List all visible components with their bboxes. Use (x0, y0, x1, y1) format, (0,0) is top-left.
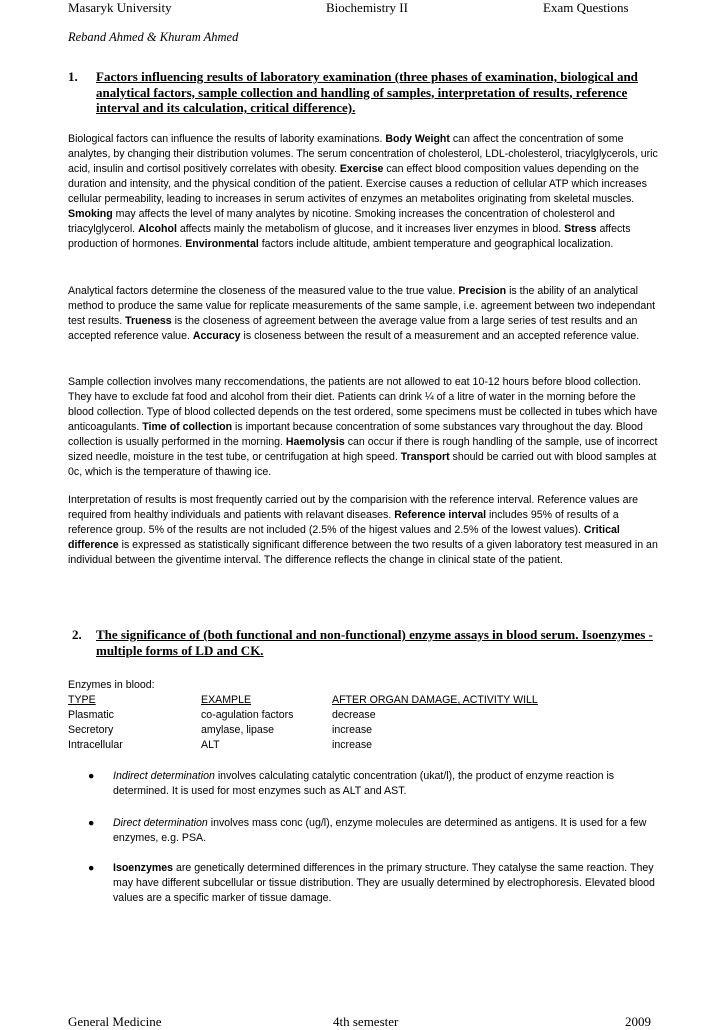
bullet-isoenzymes (88, 861, 662, 906)
question-2-title: The significance of (both functional and non-functional) enzyme assays in blood serum. Isoenzymes - multiple forms of LD and CK. (96, 627, 653, 658)
table-header-activity: AFTER ORGAN DAMAGE, ACTIVITY WILL (332, 694, 538, 706)
bold-term: Alcohol (138, 223, 177, 235)
bold-term: Time of collection (142, 421, 233, 433)
footer-semester: 4th semester (333, 1014, 399, 1029)
bold-term: Smoking (68, 208, 113, 220)
question-2-heading (68, 627, 662, 658)
bold-term: Exercise (339, 163, 384, 175)
bullet-text: Isoenzymes are genetically determined differences in the primary structure. They catalyse the same reaction. They may have different subcellular or tissue distribution. They are usually determined by electrophoresis. Elevated blood values are a specific marker of tissue damage. (113, 862, 655, 904)
paragraph-interpretation: Interpretation of results is most frequently carried out by the comparision with the reference interval. Reference values are required from healthy individuals and patients with relavant diseases. Reference interval includes 95% of results of a reference group. 5% of the results are not included (2.5% of the higest values and 2.5% of the lowest values). Critical difference is expressed as statistically significant difference between the two results of a given laboratory test measured in an individual between the giventime interval. The difference reflects the change in clinical state of the patient. (68, 494, 658, 566)
bold-term: Isoenzymes (113, 862, 174, 874)
header-course: Biochemistry II (326, 0, 408, 15)
question-1-number: 1. (68, 69, 78, 84)
table-cell: decrease (332, 709, 376, 721)
table-row (68, 708, 662, 723)
table-cell: Secretory (68, 724, 114, 736)
table-cell: Intracellular (68, 739, 123, 751)
authors: Reband Ahmed & Khuram Ahmed (68, 30, 239, 44)
bold-term: Environmental (185, 238, 259, 250)
italic-term: Indirect determination (113, 770, 215, 782)
table-cell: Plasmatic (68, 709, 114, 721)
italic-term: Direct determination (113, 817, 208, 829)
table-header-row (68, 693, 662, 708)
bullet-text: Indirect determination involves calculating catalytic concentration (ukat/l), the product of enzyme reaction is determined. It is used for most enzymes such as ALT and AST. (113, 770, 615, 797)
enzymes-table (68, 678, 662, 753)
table-cell: increase (332, 739, 373, 751)
table-header-type: TYPE (68, 694, 96, 706)
footer-year: 2009 (625, 1014, 651, 1029)
header-university: Masaryk University (68, 0, 172, 15)
question-1-title: Factors influencing results of laboratory examination (three phases of examination, biological and analytical factors, sample collection and handling of samples, interpretation of results, reference interval and its calculation, critical difference). (96, 69, 638, 115)
table-cell: ALT (201, 739, 220, 751)
paragraph-analytical-factors: Analytical factors determine the closeness of the measured value to the true value. Precision is the ability of an analytical method to produce the same value for replicate measurements of the same sample, i.e. agreement between two independant test results. Trueness is the closeness of agreement between the average value from a large series of test results and an accepted reference value. Accuracy is closeness between the result of a measurement and an accepted reference value. (68, 285, 656, 342)
table-intro: Enzymes in blood: (68, 679, 155, 691)
bullet-direct-determination (88, 816, 662, 846)
paragraph-sample-collection: Sample collection involves many reccomendations, the patients are not allowed to eat 10-12 hours before blood collection. They have to exclude fat food and alcohol from their diet. Patients can drink ¼ of a litre of water in the morning before the blood collection. Type of blood collected depends on the test ordered, some specimens must be collected in tubes which have anticoagulants. Time of collection is important because concentration of some substances vary throughout the day. Blood collection is usually performed in the morning. Haemolysis can occur if there is rough handling of the sample, use of incorrect sized needle, moisture in the test tube, or centrifugation at high speed. Transport should be carried out with blood samples at 0c, which is the temperature of thawing ice. (68, 376, 658, 478)
bold-term: Precision (458, 285, 507, 297)
table-cell: increase (332, 724, 373, 736)
bullet-indirect-determination (88, 769, 662, 799)
bold-term: Critical difference (68, 524, 620, 551)
table-row (68, 738, 662, 753)
header-doc-type: Exam Questions (543, 0, 629, 15)
table-header-example: EXAMPLE (201, 694, 252, 706)
bullet-dot-icon: ● (88, 862, 95, 874)
bold-term: Reference interval (394, 509, 487, 521)
table-row (68, 723, 662, 738)
bullet-dot-icon: ● (88, 770, 95, 782)
table-cell: co-agulation factors (201, 709, 294, 721)
footer-program: General Medicine (68, 1014, 162, 1029)
bold-term: Transport (400, 451, 450, 463)
paragraph-biological-factors: Biological factors can influence the results of labority examinations. Body Weight can affect the concentration of some analytes, by changing their distribution volumes. The serum concentration of cholesterol, LDL-cholesterol, triacylglycerols, uric acid, insulin and cortisol positively correlates with obesity. Exercise can effect blood composition values depending on the duration and intensity, and the physical condition of the patient. Exercise causes a reduction of cellular ATP which increases cellular permeability, leading to increases in serum activites of enzymes an metabolites originating from skeletal muscles. Smoking may affects the level of many analytes by nicotine. Smoking increases the concentration of cholesterol and triacylglycerol. Alcohol affects mainly the metabolism of glucose, and it increases liver enzymes in blood. Stress affects production of hormones. Environmental factors include altitude, ambient temperature and geographical localization. (68, 133, 658, 250)
bold-term: Accuracy (192, 330, 241, 342)
question-2-number: 2. (72, 627, 82, 642)
bold-term: Haemolysis (285, 436, 345, 448)
bold-term: Body Weight (385, 133, 450, 145)
question-1-heading (68, 69, 662, 116)
bullet-text: Direct determination involves mass conc (ug/l), enzyme molecules are determined as antigens. It is used for a few enzymes, e.g. PSA. (113, 817, 647, 844)
table-cell: amylase, lipase (201, 724, 275, 736)
bold-term: Trueness (125, 315, 172, 327)
bold-term: Stress (564, 223, 597, 235)
bullet-dot-icon: ● (88, 817, 95, 829)
